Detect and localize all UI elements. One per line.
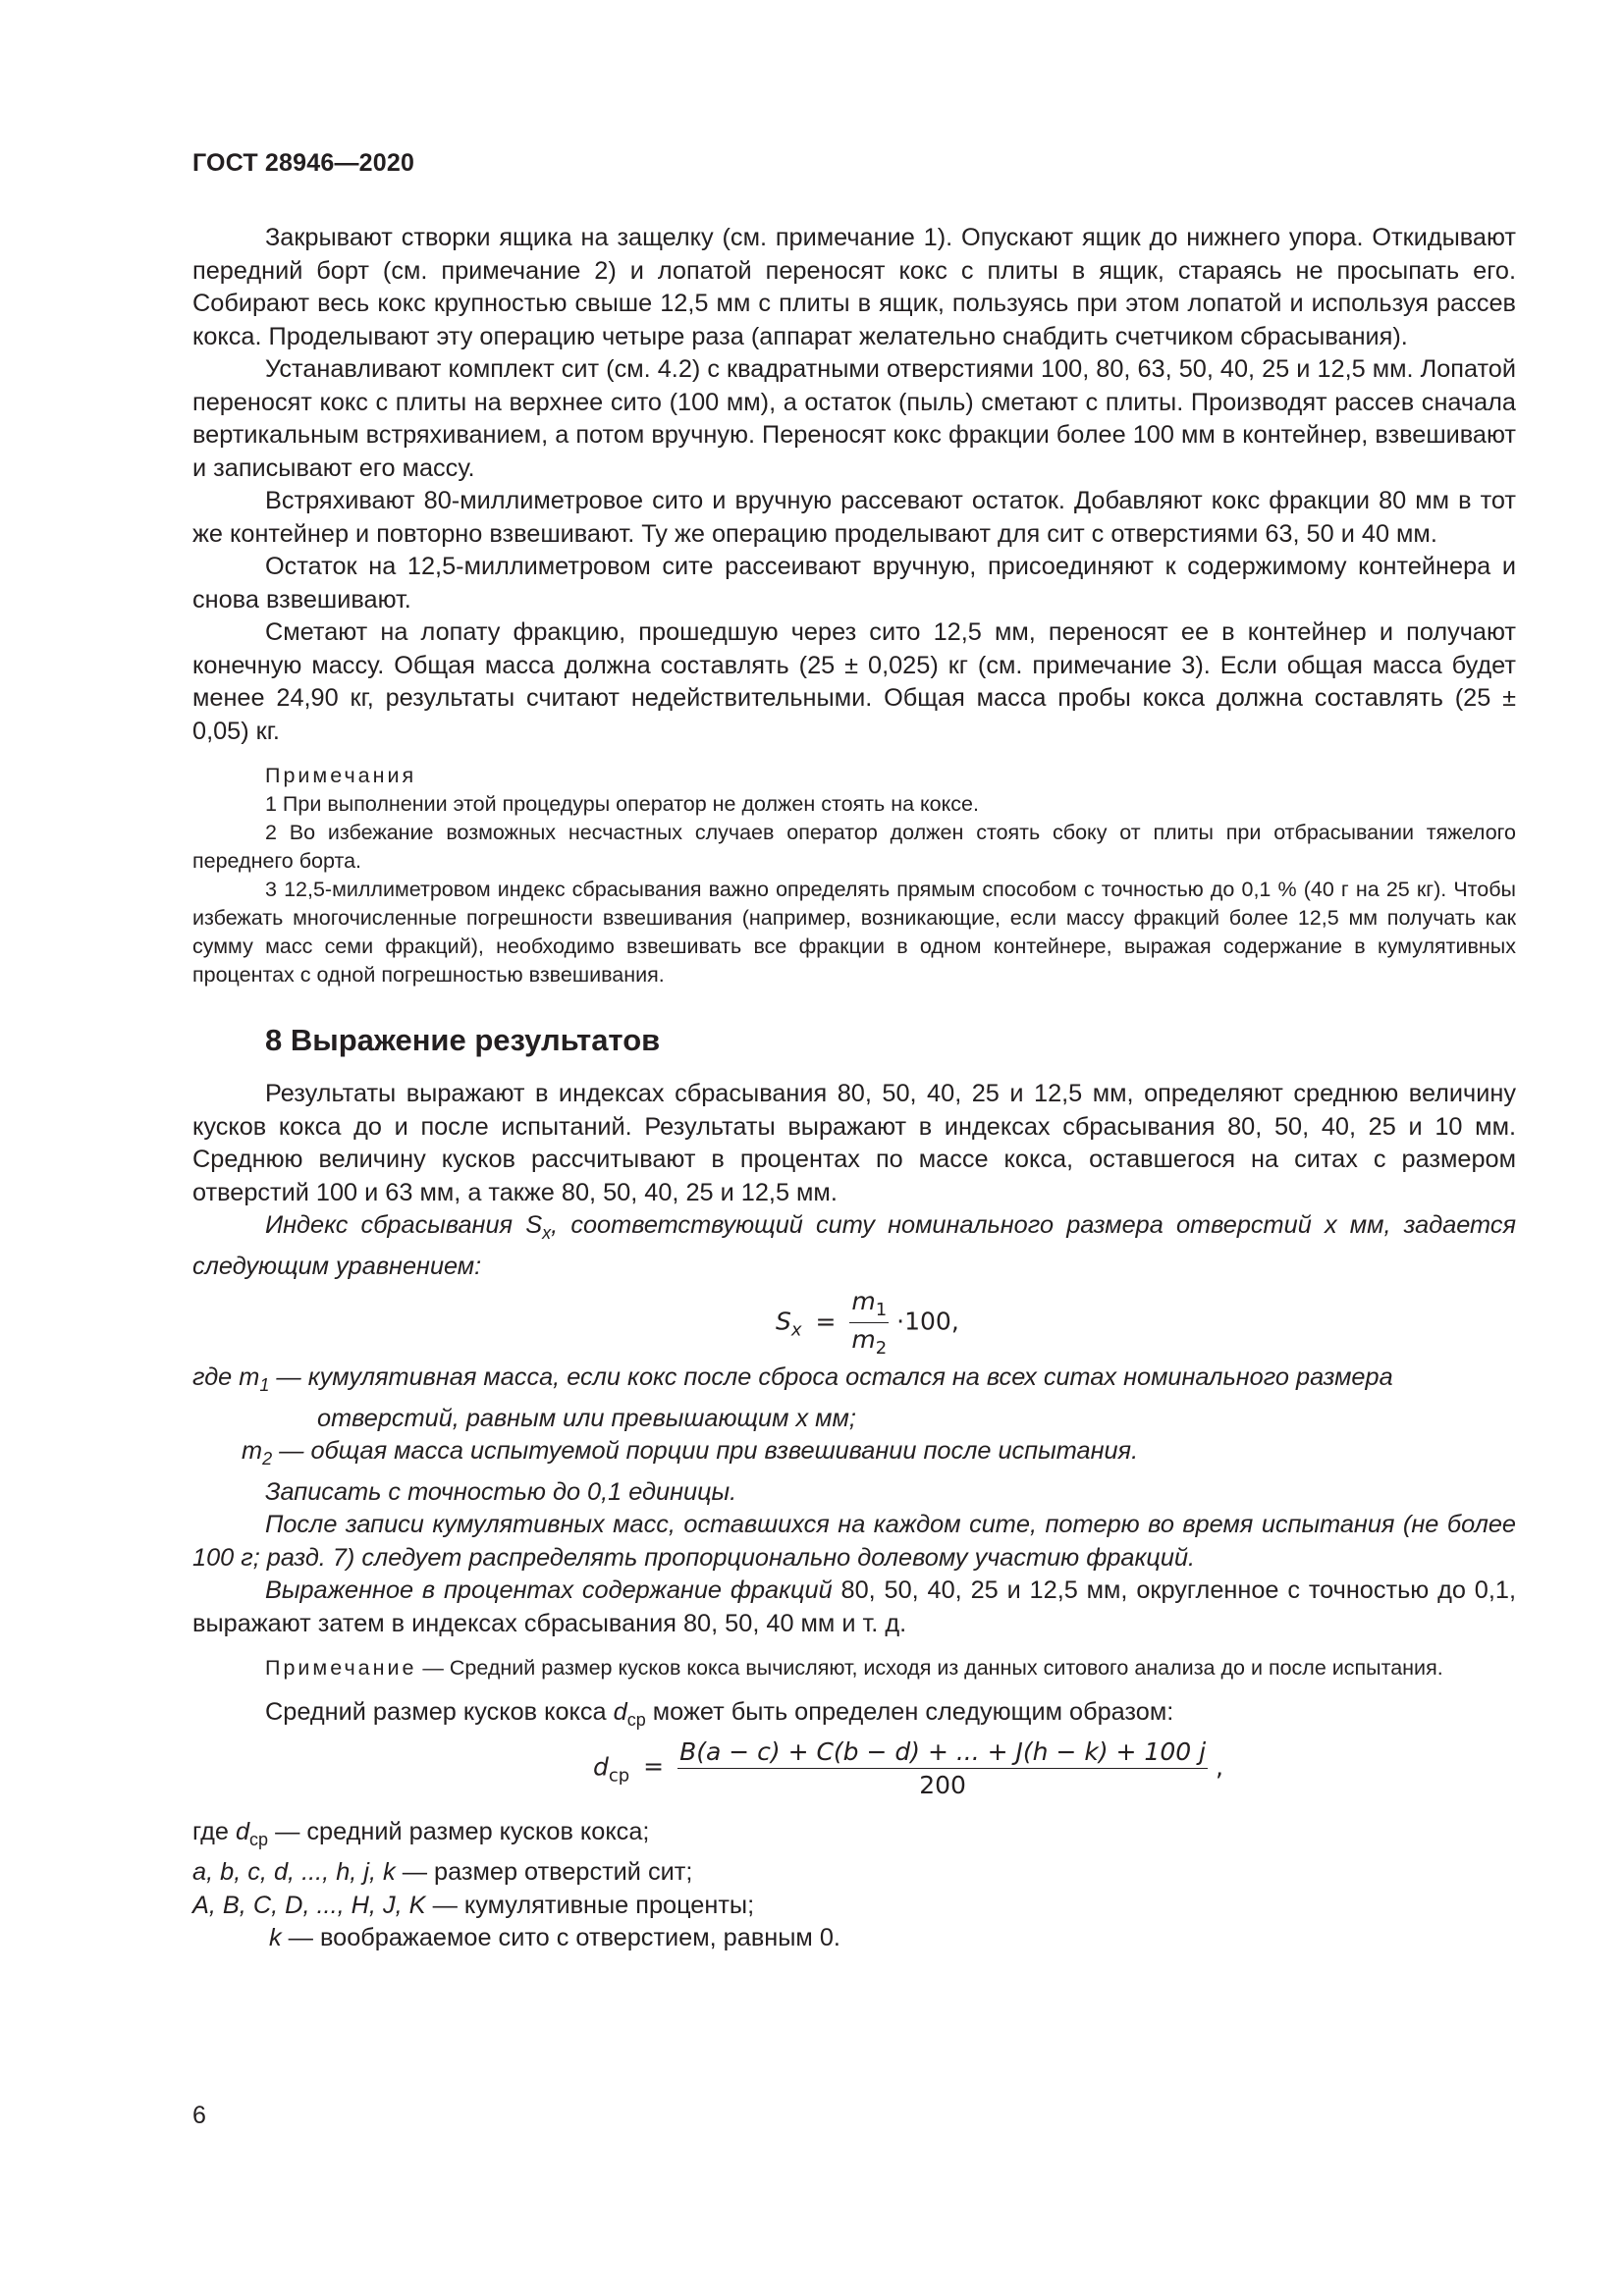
where-m1-continued: отверстий, равным или превышающим x мм; (317, 1404, 856, 1432)
text-fragment: — кумулятивная масса, если кокс после сброса остался на всех ситах номинального размера (269, 1363, 1393, 1392)
paragraph: Устанавливают комплект сит (см. 4.2) с квадратными отверстиями 100, 80, 63, 50, 40, 25 и 12,5 мм. Лопатой переносят кокс с плиты на верхнее сито (100 мм), а остаток (пыль) сметают с плиты. Производят рассев сначала вертикальным встряхиванием, а потом вручную. Переносят кокс фракции более 100 мм в контейнер, взвешивают и записывают его массу. (192, 355, 1516, 482)
formula-denominator: 200 (919, 1770, 966, 1799)
text-fragment: a, b, c, d, ..., h, j, k (192, 1858, 396, 1887)
text-fragment: — средний размер кусков кокса; (268, 1817, 650, 1845)
text-fragment: может быть определен следующим образом: (645, 1698, 1174, 1727)
paragraph: Встряхивают 80-миллиметровое сито и вручную рассевают остаток. Добавляют кокс фракции 80 мм в тот же контейнер и повторно взвешивают. Ту же операцию проделывают для сит с отверстиями 63, 50 и 40 мм. (192, 487, 1516, 548)
text-fragment: — воображаемое сито с отверстием, равным 0. (281, 1924, 840, 1952)
subscript: ср (249, 1829, 269, 1849)
text-fragment: где (192, 1817, 236, 1845)
subscript: 2 (262, 1449, 273, 1469)
text-fragment: — размер отверстий сит; (395, 1858, 693, 1887)
paragraph: Закрывают створки ящика на защелку (см. примечание 1). Опускают ящик до нижнего упора. Откидывают передний борт (см. примечание 2) и лопатой переносят кокс с плиты в ящик, стараясь не просыпать его. Собирают весь кокс крупностью свыше 12,5 мм с плиты в ящик, пользуясь при этом лопатой и используя рассев кокса. Проделывают эту операцию четыре раза (аппарат желательно снабдить счетчиком сбрасывания). (192, 224, 1516, 350)
text-fragment: k (269, 1924, 282, 1952)
where-m1 (192, 1362, 1516, 1403)
formula-var: m (851, 1325, 876, 1355)
formula-fraction (677, 1737, 1208, 1799)
paragraph: Записать с точностью до 0,1 единицы. (265, 1477, 737, 1506)
definition-line (192, 1856, 1516, 1890)
text-fragment: m (242, 1437, 263, 1466)
document-header: ГОСТ 28946—2020 (192, 149, 415, 177)
note-text: — Средний размер кусков кокса вычисляют, исходя из данных ситового анализа до и после испытания. (416, 1656, 1443, 1681)
formula-fraction (849, 1287, 889, 1359)
formula-drop-index (192, 1287, 1516, 1360)
definition-line (192, 1816, 1516, 1857)
text-fragment: — общая масса испытуемой порции при взвешивании после испытания. (272, 1437, 1139, 1466)
formula-lhs-sub: x (790, 1319, 802, 1341)
section-heading: 8 Выражение результатов (265, 1023, 661, 1057)
notes-title: Примечания (265, 764, 417, 787)
paragraph (192, 1575, 1516, 1640)
subscript: 1 (259, 1375, 270, 1396)
text-fragment: Выраженное в процентах содержание фракций (265, 1576, 833, 1605)
document-body (192, 222, 1516, 1955)
formula-numerator (849, 1287, 889, 1323)
note-label: Примечание (265, 1656, 417, 1681)
text-fragment: d (235, 1817, 250, 1845)
text-fragment: 80, 50, 40, 25 и 12,5 мм, округленное с точностью до 0,1, выражают затем в индексах сбрасывания 80, 50, 40 мм и т. д. (192, 1576, 1516, 1637)
text-fragment: — кумулятивные проценты; (425, 1891, 755, 1919)
text-fragment: Средний размер кусков кокса (265, 1698, 614, 1727)
formula-numerator: B(a − c) + C(b − d) + ... + J(h − k) + 100 j (677, 1737, 1208, 1769)
formula-tail: , (1215, 1752, 1223, 1782)
subscript: ср (626, 1710, 646, 1731)
text-fragment: где m (192, 1363, 260, 1392)
paragraph: Остаток на 12,5-миллиметровом сите рассеивают вручную, присоединяют к содержимому контейнера и снова взвешивают. (192, 553, 1516, 614)
note-item: 2 Во избежание возможных несчастных случаев оператор должен стоять сбоку от плиты при отбрасывании тяжелого переднего борта. (192, 821, 1516, 873)
text-fragment: d (613, 1698, 627, 1727)
note-item: 1 При выполнении этой процедуры оператор не должен стоять на коксе. (265, 792, 979, 816)
definition-line (192, 1922, 1516, 1955)
subscript: 2 (875, 1338, 888, 1360)
formula-var: m (851, 1287, 876, 1316)
paragraph: Результаты выражают в индексах сбрасывания 80, 50, 40, 25 и 12,5 мм, определяют среднюю величину кусков кокса до и после испытаний. Результаты выражают в индексах сбрасывания 80, 50, 40, 25 и 10 мм. Среднюю величину кусков рассчитывают в процентах по массе кокса, оставшегося на ситах с размером отверстий 100 и 63 мм, а также 80, 50, 40, 25 и 12,5 мм. (192, 1080, 1516, 1206)
paragraph (192, 1696, 1516, 1737)
text-fragment: A, B, C, D, ..., H, J, K (192, 1891, 426, 1919)
paragraph: Сметают на лопату фракцию, прошедшую через сито 12,5 мм, переносят ее в контейнер и получают конечную массу. Общая масса должна составлять (25 ± 0,025) кг (см. примечание 3). Если общая масса будет менее 24,90 кг, результаты считают недействительными. Общая масса пробы кокса должна составлять (25 ± 0,05) кг. (192, 618, 1516, 745)
formula-lhs-sub: ср (608, 1765, 630, 1787)
notes-block (192, 762, 1516, 989)
paragraph-index-definition (192, 1209, 1516, 1283)
text-fragment: , соответствующий ситу номинального размера отверстий x мм, задается следующим уравнением: (192, 1211, 1516, 1280)
formula-equals: = (643, 1752, 665, 1782)
definition-line (192, 1890, 1516, 1923)
paragraph: После записи кумулятивных масс, оставшихся на каждом сите, потерю во время испытания (не более 100 г; разд. 7) следует распределять пропорционально долевому участию фракций. (192, 1511, 1516, 1572)
formula-lhs: S (776, 1307, 791, 1336)
text-fragment: Индекс сбрасывания S (265, 1211, 543, 1239)
formula-equals: = (815, 1307, 837, 1336)
note-item: 3 12,5-миллиметровом индекс сбрасывания важно определять прямым способом с точностью до 0,1 % (40 г на 25 кг). Чтобы избежать многочисленные погрешности взвешивания (например, возникающие, если массу фракций более 12,5 мм получать как сумму масс семи фракций), необходимо взвешивать все фракции в одном контейнере, выражая содержание в кумулятивных процентах с одной погрешностью взвешивания. (192, 878, 1516, 987)
note-block (192, 1654, 1516, 1682)
page-number: 6 (192, 2102, 206, 2129)
subscript: x (542, 1223, 552, 1244)
formula-lhs: d (593, 1752, 609, 1782)
note-item (192, 1654, 1516, 1682)
formula-mean-size (192, 1737, 1516, 1812)
subscript: 1 (875, 1300, 888, 1321)
where-m2 (192, 1435, 1516, 1476)
formula-denominator (849, 1323, 889, 1359)
formula-tail: ·100, (896, 1307, 959, 1336)
